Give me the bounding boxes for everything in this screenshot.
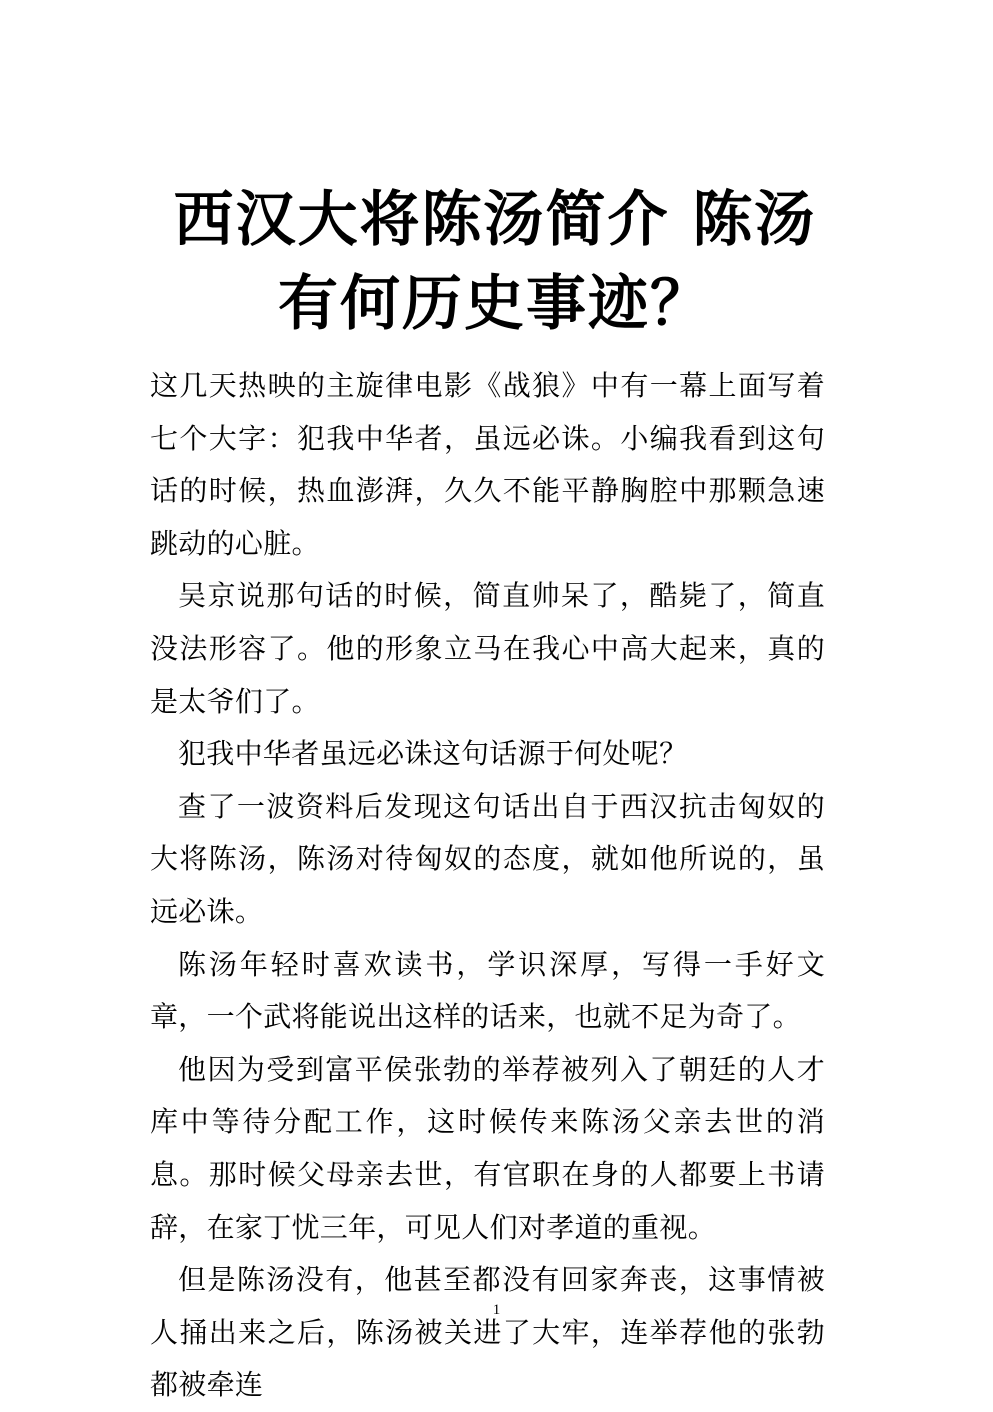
paragraph: 犯我中华者虽远必诛这句话源于何处呢？: [178, 737, 688, 771]
paragraph: 他因为受到富平侯张勃的举荐被列入了朝廷的人才库中等待分配工作，这时候传来陈汤父亲去世的消息。那时候父母亲去世，有官职在身的人都要上书请辞，在家丁忧三年，可见人们对孝道的重视。: [150, 1052, 825, 1244]
paragraph: 但是陈汤没有，他甚至都没有回家奔丧，这事情被人捅出来之后，陈汤被关进了大牢，连举荐他的张勃都被牵连: [150, 1263, 825, 1402]
paragraph: 这几天热映的主旋律电影《战狼》中有一幕上面写着七个大字：犯我中华者，虽远必诛。小编我看到这句话的时候，热血澎湃，久久不能平静胸腔中那颗急速跳动的心脏。: [150, 369, 825, 560]
paragraph: 查了一波资料后发现这句话出自于西汉抗击匈奴的大将陈汤，陈汤对待匈奴的态度，就如他所说的，虽远必诛。: [150, 789, 825, 928]
document-title: 西汉大将陈汤简介 陈汤有何历史事迹？: [173, 185, 817, 339]
page-number: 1: [492, 1302, 501, 1318]
paragraph: 陈汤年轻时喜欢读书，学识深厚，写得一手好文章，一个武将能说出这样的话来，也就不足为奇了。: [150, 947, 825, 1034]
document-body: [150, 360, 825, 1412]
paragraph: 吴京说那句话的时候，简直帅呆了，酷毙了，简直没法形容了。他的形象立马在我心中高大起来，真的是太爷们了。: [150, 579, 825, 718]
